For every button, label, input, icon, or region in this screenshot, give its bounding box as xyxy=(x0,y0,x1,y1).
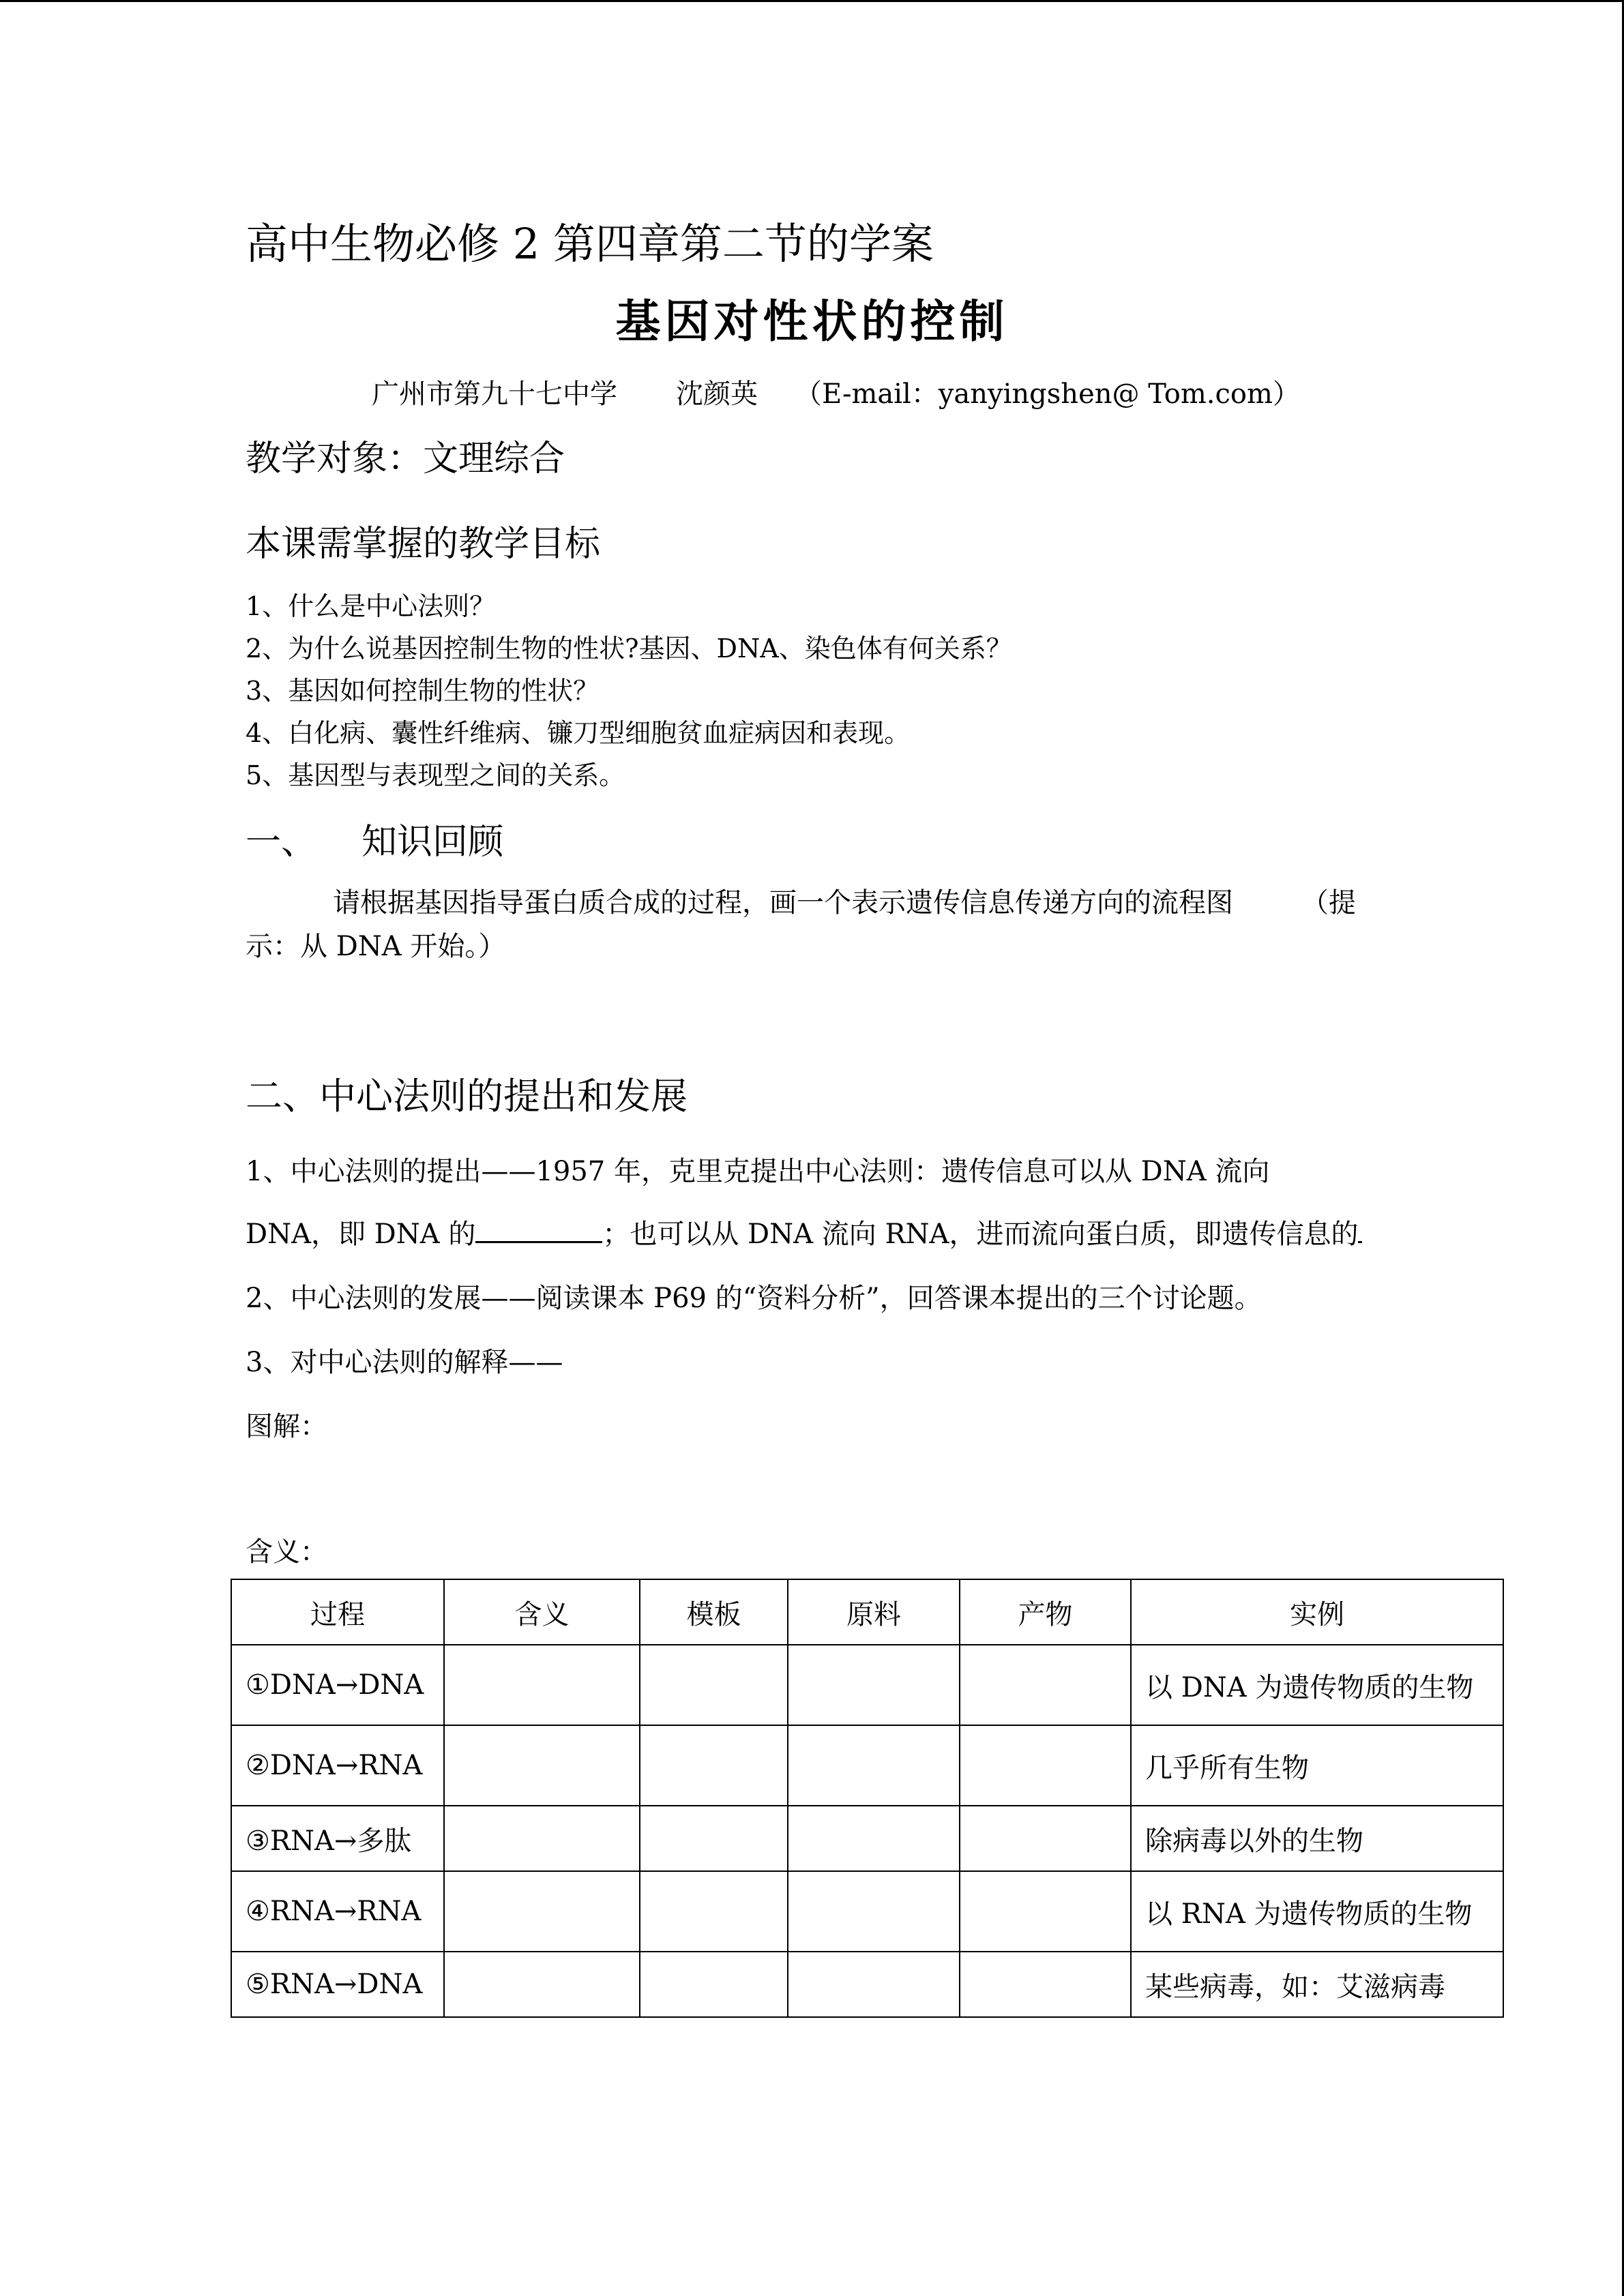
review-prompt-line2: 示：从 DNA 开始。） xyxy=(246,931,506,962)
example-cell: 几乎所有生物 xyxy=(1131,1725,1503,1806)
empty-cell[interactable] xyxy=(788,1645,960,1725)
process-cell: ①DNA→DNA xyxy=(231,1645,444,1725)
header-cell: 模板 xyxy=(640,1579,788,1645)
table-row xyxy=(231,1871,1503,1952)
author-name: 沈颜英 xyxy=(676,378,758,410)
central-dogma-p1: 1、中心法则的提出——1957 年，克里克提出中心法则：遗传信息可以从 DNA 流向 xyxy=(246,1156,1270,1187)
empty-cell[interactable] xyxy=(960,1871,1131,1952)
central-dogma-table xyxy=(231,1579,1504,2018)
author-line xyxy=(372,372,1300,411)
empty-cell[interactable] xyxy=(444,1645,640,1725)
example-cell: 除病毒以外的生物 xyxy=(1131,1806,1503,1871)
lesson-title: 基因对性状的控制 xyxy=(615,295,1009,348)
goal-item: 4、白化病、囊性纤维病、镰刀型细胞贫血症病因和表现。 xyxy=(246,718,911,748)
central-dogma-p2: DNA，即 DNA 的 ；也可以从 DNA 流向 RNA，进而流向蛋白质，即遗传信息的 xyxy=(246,1212,1362,1251)
empty-cell[interactable] xyxy=(960,1725,1131,1806)
example-cell: 某些病毒，如：艾滋病毒 xyxy=(1131,1952,1503,2017)
process-cell: ③RNA→多肽 xyxy=(231,1806,444,1871)
empty-cell[interactable] xyxy=(444,1952,640,2017)
document-title: 高中生物必修 2 第四章第二节的学案 xyxy=(246,219,934,269)
page-border-top xyxy=(0,0,1624,2)
empty-cell[interactable] xyxy=(640,1952,788,2017)
example-cell: 以 RNA 为遗传物质的生物 xyxy=(1131,1871,1503,1952)
goal-item: 3、基因如何控制生物的性状？ xyxy=(246,676,600,706)
meaning-label: 含义： xyxy=(246,1536,327,1568)
author-school: 广州市第九十七中学 xyxy=(372,378,617,410)
empty-cell[interactable] xyxy=(960,1952,1131,2017)
fill-in-blank-cut xyxy=(1358,1217,1362,1243)
empty-cell[interactable] xyxy=(640,1806,788,1871)
goal-item: 2、为什么说基因控制生物的性状?基因、DNA、染色体有何关系？ xyxy=(246,633,1012,664)
empty-cell[interactable] xyxy=(640,1645,788,1725)
process-cell: ④RNA→RNA xyxy=(231,1871,444,1952)
header-cell: 含义 xyxy=(444,1579,640,1645)
goal-item: 5、基因型与表现型之间的关系。 xyxy=(246,760,625,790)
goals-heading: 本课需掌握的教学目标 xyxy=(246,524,601,565)
process-cell: ⑤RNA→DNA xyxy=(231,1952,444,2017)
review-number: 一、 xyxy=(246,822,317,863)
review-heading xyxy=(246,813,503,864)
empty-cell[interactable] xyxy=(960,1645,1131,1725)
central-dogma-p3: 2、中心法则的发展——阅读课本 P69 的“资料分析”，回答课本提出的三个讨论题。 xyxy=(246,1283,1262,1314)
author-email: （E-mail：yanyingshen@ Tom.com） xyxy=(795,378,1300,410)
header-cell: 过程 xyxy=(231,1579,444,1645)
target-heading: 教学对象：文理综合 xyxy=(246,438,565,479)
header-cell: 原料 xyxy=(788,1579,960,1645)
fill-in-blank[interactable] xyxy=(475,1217,602,1243)
process-cell: ②DNA→RNA xyxy=(231,1725,444,1806)
table-row xyxy=(231,1952,1503,2017)
header-cell: 实例 xyxy=(1131,1579,1503,1645)
review-prompt-line1: 请根据基因指导蛋白质合成的过程，画一个表示遗传信息传递方向的流程图 （提 xyxy=(333,887,1356,919)
empty-cell[interactable] xyxy=(444,1725,640,1806)
empty-cell[interactable] xyxy=(788,1871,960,1952)
central-dogma-heading: 二、中心法则的提出和发展 xyxy=(246,1075,688,1118)
example-cell: 以 DNA 为遗传物质的生物 xyxy=(1131,1645,1503,1725)
header-cell: 产物 xyxy=(960,1579,1131,1645)
table-row xyxy=(231,1725,1503,1806)
empty-cell[interactable] xyxy=(960,1806,1131,1871)
empty-cell[interactable] xyxy=(788,1806,960,1871)
goal-item: 1、什么是中心法则？ xyxy=(246,591,496,621)
diagram-label: 图解： xyxy=(246,1411,327,1442)
empty-cell[interactable] xyxy=(788,1952,960,2017)
table-row xyxy=(231,1806,1503,1871)
table-row xyxy=(231,1645,1503,1725)
empty-cell[interactable] xyxy=(444,1806,640,1871)
empty-cell[interactable] xyxy=(640,1871,788,1952)
empty-cell[interactable] xyxy=(788,1725,960,1806)
central-dogma-p4: 3、对中心法则的解释—— xyxy=(246,1347,563,1378)
review-title: 知识回顾 xyxy=(361,822,504,863)
table-header-row xyxy=(231,1579,1503,1645)
empty-cell[interactable] xyxy=(444,1871,640,1952)
empty-cell[interactable] xyxy=(640,1725,788,1806)
